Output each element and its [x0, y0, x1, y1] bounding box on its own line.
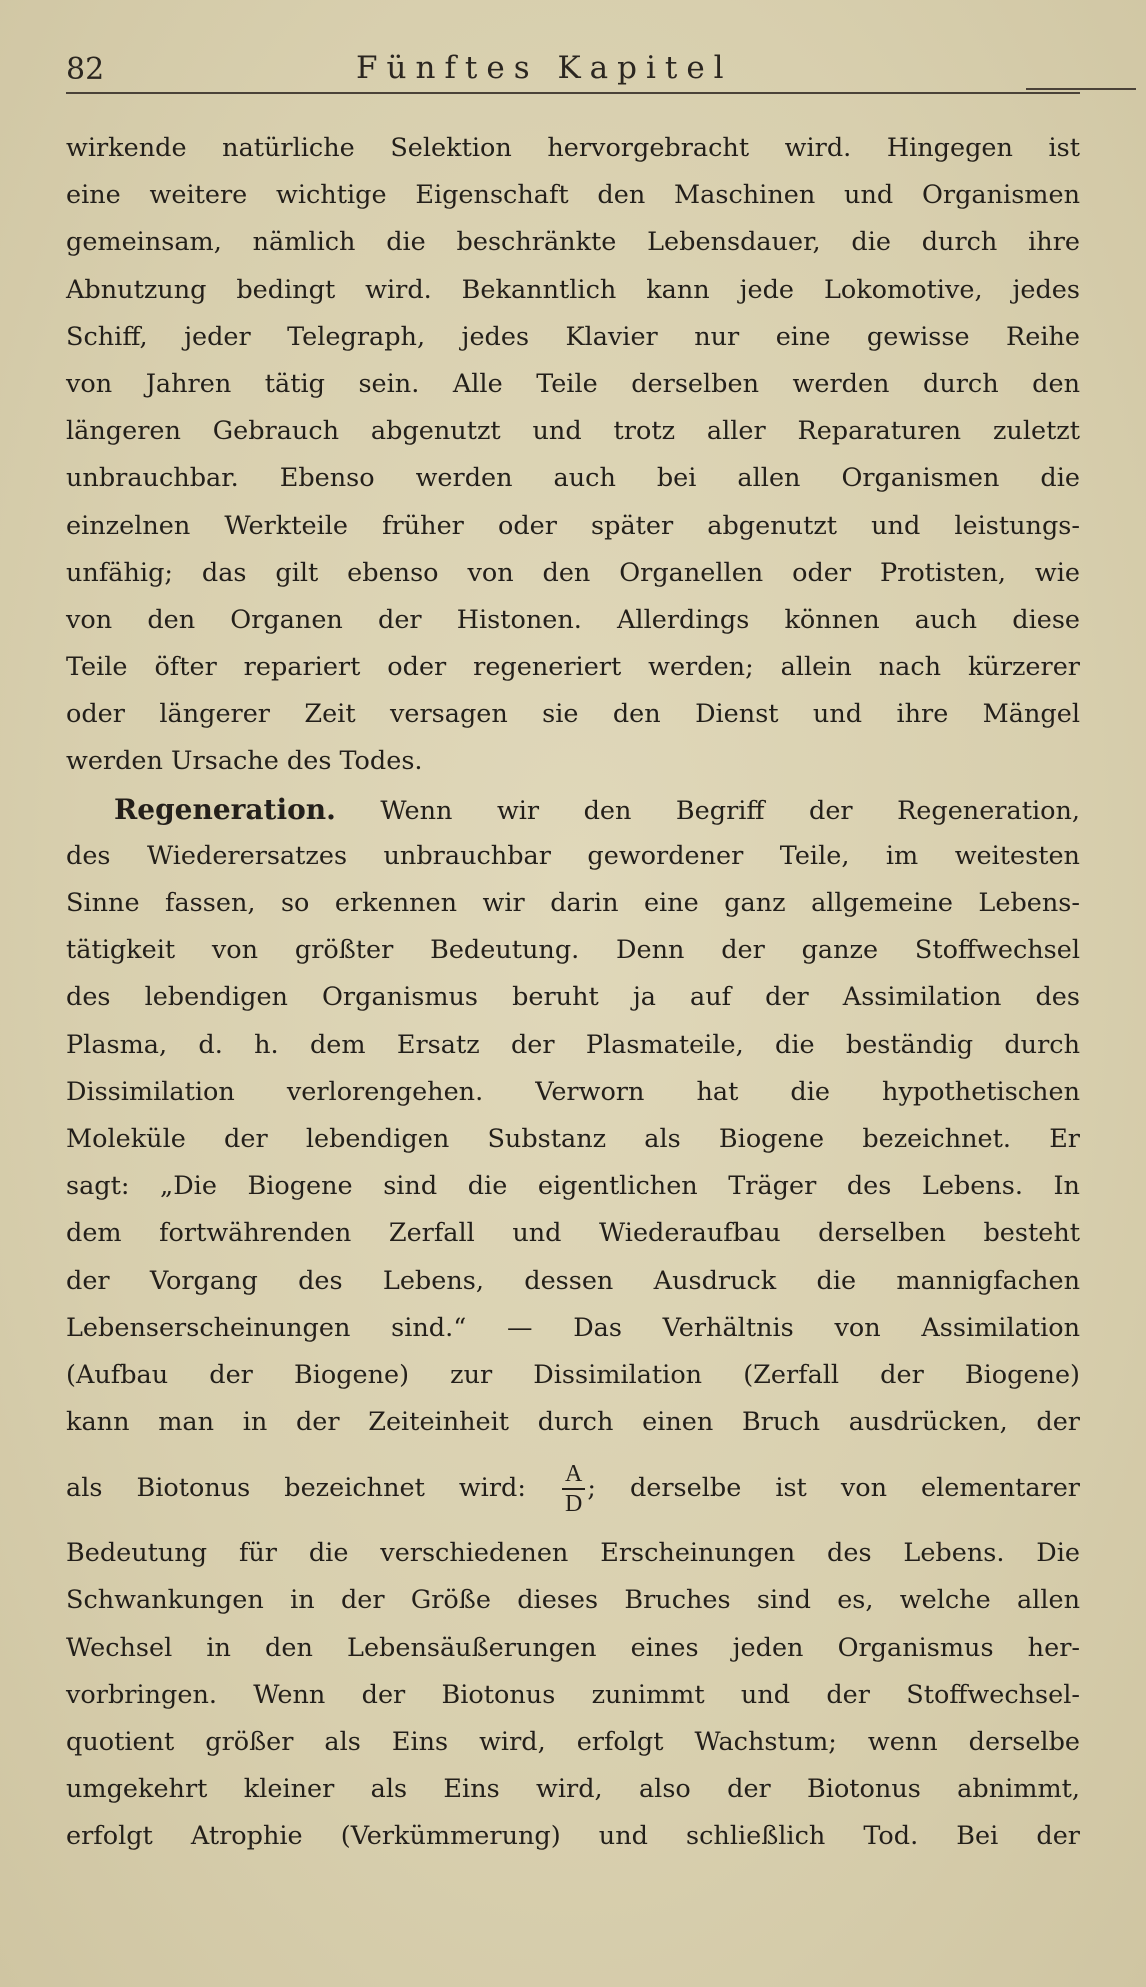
- running-head: Fünftes Kapitel: [356, 50, 733, 86]
- biotonus-fraction: [562, 1460, 585, 1518]
- text-line: Schwankungen in der Größe dieses Bruches sind es, welche allen: [66, 1585, 1080, 1616]
- text-span: als Biotonus bezeichnet wird:: [66, 1473, 526, 1504]
- text-line: dem fortwährenden Zerfall und Wiederaufbau derselben besteht: [66, 1218, 1080, 1249]
- text-line: Sinne fassen, so erkennen wir darin eine ganz allgemeine Lebens-: [66, 888, 1080, 918]
- text-line: unbrauchbar. Ebenso werden auch bei allen Organismen die: [66, 463, 1080, 494]
- text-line: werden Ursache des Todes.: [66, 746, 423, 777]
- fraction-denominator: D: [564, 1491, 583, 1518]
- header-rule-end: [1026, 88, 1136, 90]
- text-line: Abnutzung bedingt wird. Bekanntlich kann jede Lokomotive, jedes: [66, 274, 1080, 305]
- text-line: des lebendigen Organismus beruht ja auf der Assimilation des: [66, 982, 1080, 1013]
- text-line: tätigkeit von größter Bedeutung. Denn der ganze Stoffwechsel: [66, 935, 1080, 966]
- text-line: Lebenserscheinungen sind.“ — Das Verhältnis von Assimilation: [66, 1312, 1080, 1343]
- text-line: Plasma, d. h. dem Ersatz der Plasmateile, die beständig durch: [66, 1029, 1080, 1060]
- text-line: eine weitere wichtige Eigenschaft den Maschinen und Organismen: [66, 180, 1080, 211]
- text-line: Schiff, jeder Telegraph, jedes Klavier nur eine gewisse Reihe: [66, 321, 1080, 352]
- text-line: gemeinsam, nämlich die beschränkte Lebensdauer, die durch ihre: [66, 227, 1080, 258]
- text-line: erfolgt Atrophie (Verkümmerung) und schließlich Tod. Bei der: [66, 1821, 1080, 1852]
- text-line: unfähig; das gilt ebenso von den Organellen oder Protisten, wie: [66, 557, 1080, 588]
- text-line: (Aufbau der Biogene) zur Dissimilation (Zerfall der Biogene): [66, 1359, 1080, 1390]
- paragraph-heading-line: [66, 786, 1080, 833]
- text-line: wirkende natürliche Selektion hervorgebracht wird. Hingegen ist: [66, 133, 1080, 163]
- text-line: umgekehrt kleiner als Eins wird, also der Biotonus abnimmt,: [66, 1774, 1080, 1805]
- page-number: 82: [66, 52, 105, 87]
- fraction-numerator: A: [564, 1461, 583, 1488]
- text-line: Bedeutung für die verschiedenen Erscheinungen des Lebens. Die: [66, 1538, 1080, 1569]
- fraction-line: [66, 1446, 1080, 1530]
- text-line: von Jahren tätig sein. Alle Teile derselben werden durch den: [66, 368, 1080, 399]
- body-text: [66, 125, 1080, 1861]
- text-line: Dissimilation verlorengehen. Verworn hat die hypothetischen: [66, 1076, 1080, 1107]
- text-line: kann man in der Zeiteinheit durch einen Bruch ausdrücken, der: [66, 1407, 1080, 1438]
- text-span: ; derselbe ist von elementarer: [587, 1473, 1080, 1504]
- text-line: oder längerer Zeit versagen sie den Dienst und ihre Mängel: [66, 699, 1080, 730]
- text-line: vorbringen. Wenn der Biotonus zunimmt und der Stoffwechsel-: [66, 1679, 1080, 1710]
- text-line: quotient größer als Eins wird, erfolgt Wachstum; wenn derselbe: [66, 1727, 1080, 1757]
- text-line: Teile öfter repariert oder regeneriert werden; allein nach kürzerer: [66, 652, 1080, 683]
- section-heading: Regeneration.: [114, 792, 336, 826]
- text-line: des Wiederersatzes unbrauchbar gewordener Teile, im weitesten: [66, 840, 1080, 871]
- text-line: längeren Gebrauch abgenutzt und trotz aller Reparaturen zuletzt: [66, 416, 1080, 447]
- text-line: einzelnen Werkteile früher oder später abgenutzt und leistungs-: [66, 510, 1080, 541]
- text-line: Moleküle der lebendigen Substanz als Biogene bezeichnet. Er: [66, 1123, 1080, 1154]
- text-span: Wenn wir den Begriff der Regeneration,: [380, 795, 1080, 826]
- text-line: der Vorgang des Lebens, dessen Ausdruck die mannigfachen: [66, 1265, 1080, 1296]
- header-rule: [66, 92, 1080, 94]
- text-line: sagt: „Die Biogene sind die eigentlichen Träger des Lebens. In: [66, 1171, 1080, 1202]
- page-header: [66, 48, 1080, 98]
- text-line: von den Organen der Histonen. Allerdings können auch diese: [66, 604, 1080, 635]
- text-line: Wechsel in den Lebensäußerungen eines jeden Organismus her-: [66, 1632, 1080, 1663]
